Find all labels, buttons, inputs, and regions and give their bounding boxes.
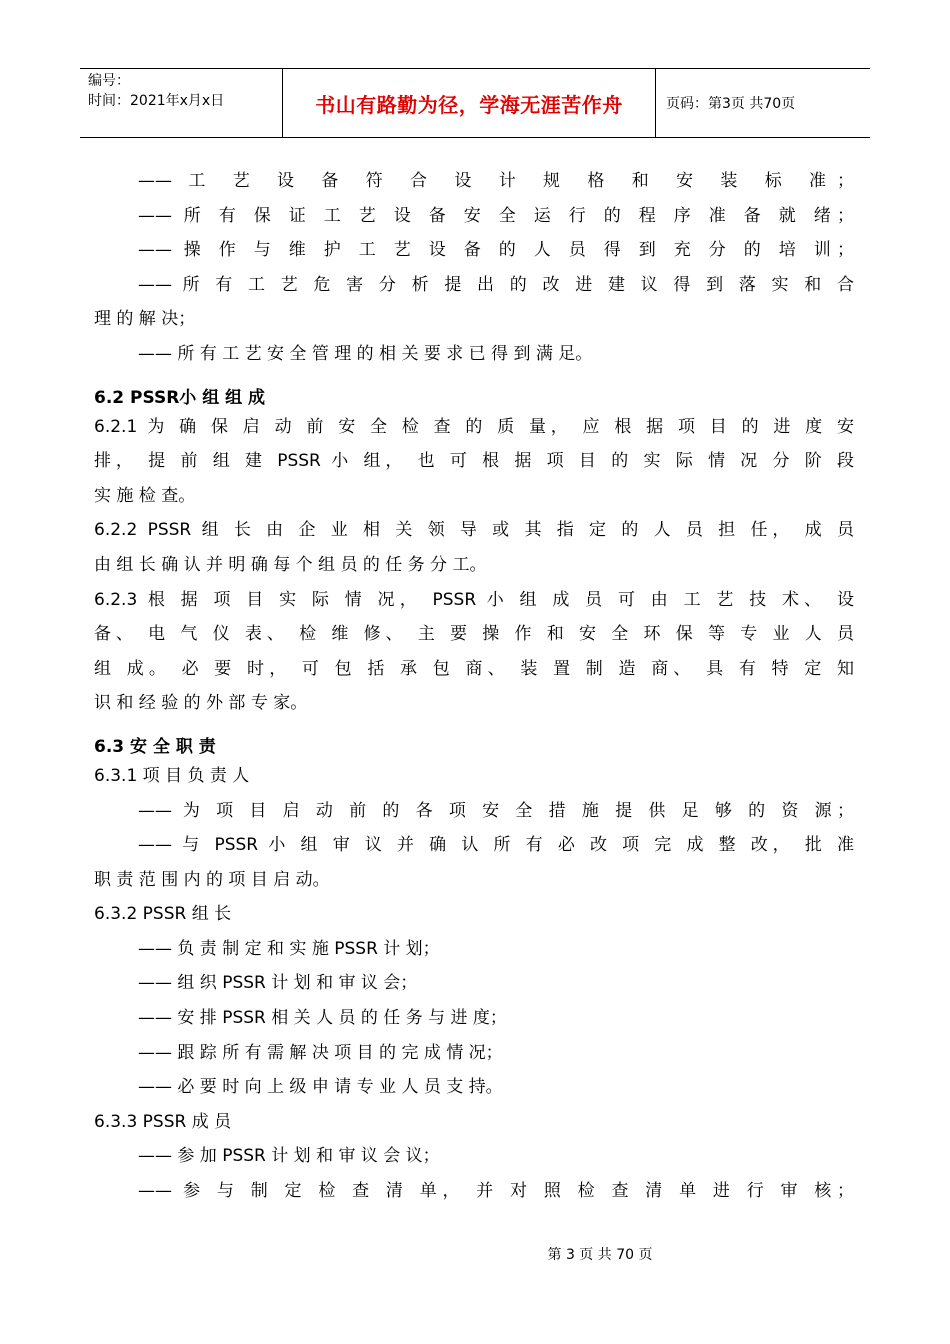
subsection-title: 6.3.3 PSSR 成 员 (94, 1111, 232, 1132)
list-item: —— 参 加 PSSR 计 划 和 审 议 会 议； (138, 1146, 440, 1167)
list-item-continuation: 理 的 解 决； (94, 309, 196, 330)
paragraph-line: 组 成。 必 要 时， 可 包 括 承 包 商、 装 置 制 造 商、 具 有 特 定 知 (94, 658, 854, 679)
list-item: —— 操 作 与 维 护 工 艺 设 备 的 人 员 得 到 充 分 的 培 训； (138, 240, 854, 261)
section-title-6-2: 6.2 PSSR小 组 组 成 (94, 387, 266, 408)
document-header (80, 68, 870, 138)
paragraph-line: 6.2.3 根 据 项 目 实 际 情 况， PSSR 小 组 成 员 可 由 工 艺 技 术、 设 (94, 589, 854, 610)
list-item: —— 安 排 PSSR 相 关 人 员 的 任 务 与 进 度； (138, 1008, 507, 1029)
footer-page-number: 第 3 页 共 70 页 (547, 1247, 653, 1263)
list-item: —— 必 要 时 向 上 级 申 请 专 业 人 员 支 持。 (138, 1077, 503, 1098)
list-item: —— 与 PSSR 小 组 审 议 并 确 认 所 有 必 改 项 完 成 整 改， 批 准 (138, 835, 854, 856)
list-item: —— 为 项 目 启 动 前 的 各 项 安 全 措 施 提 供 足 够 的 资 源； (138, 800, 854, 821)
section-title-6-3: 6.3 安 全 职 责 (94, 736, 216, 757)
paragraph-line: 由 组 长 确 认 并 明 确 每 个 组 员 的 任 务 分 工。 (94, 554, 487, 575)
page-footer (0, 1244, 950, 1264)
paragraph-line: 备、 电 气 仪 表、 检 维 修、 主 要 操 作 和 安 全 环 保 等 专 业 人 员 (94, 624, 854, 645)
subsection-title: 6.3.1 项 目 负 责 人 (94, 765, 250, 786)
paragraph-line: 排， 提 前 组 建 PSSR 小 组， 也 可 根 据 项 目 的 实 际 情 况 分 阶 段 (94, 451, 854, 472)
number-label: 编号： (88, 73, 130, 89)
document-body (94, 164, 854, 1209)
paragraph-line: 6.2.2 PSSR 组 长 由 企 业 相 关 领 导 或 其 指 定 的 人 员 担 任， 成 员 (94, 520, 854, 541)
list-item: —— 参 与 制 定 检 查 清 单， 并 对 照 检 查 清 单 进 行 审 核； (138, 1181, 854, 1202)
subsection-title: 6.3.2 PSSR 组 长 (94, 904, 232, 925)
list-item: —— 所 有 工 艺 安 全 管 理 的 相 关 要 求 已 得 到 满 足。 (138, 343, 593, 364)
list-item: —— 工 艺 设 备 符 合 设 计 规 格 和 安 装 标 准； (138, 171, 854, 191)
list-item: —— 跟 踪 所 有 需 解 决 项 目 的 完 成 情 况； (138, 1042, 503, 1063)
header-info (80, 69, 282, 137)
list-item: —— 负 责 制 定 和 实 施 PSSR 计 划； (138, 938, 440, 959)
paragraph-line: 识 和 经 验 的 外 部 专 家。 (94, 693, 308, 714)
list-item-continuation: 职 责 范 围 内 的 项 目 启 动。 (94, 869, 330, 890)
header-motto: 书山有路勤为径，学海无涯苦作舟 (282, 69, 656, 137)
paragraph-line: 6.2.1 为 确 保 启 动 前 安 全 检 查 的 质 量， 应 根 据 项 目 的 进 度 安 (94, 416, 854, 437)
list-item: —— 所 有 保 证 工 艺 设 备 安 全 运 行 的 程 序 准 备 就 绪； (138, 205, 854, 226)
list-item: —— 组 织 PSSR 计 划 和 审 议 会； (138, 973, 418, 994)
date-label: 时间：2021年x月x日 (88, 93, 225, 109)
header-page-info: 页码：第3页 共70页 (666, 96, 796, 112)
paragraph-line: 实 施 检 查。 (94, 485, 196, 506)
list-item: —— 所 有 工 艺 危 害 分 析 提 出 的 改 进 建 议 得 到 落 实 和 合 (138, 274, 854, 295)
